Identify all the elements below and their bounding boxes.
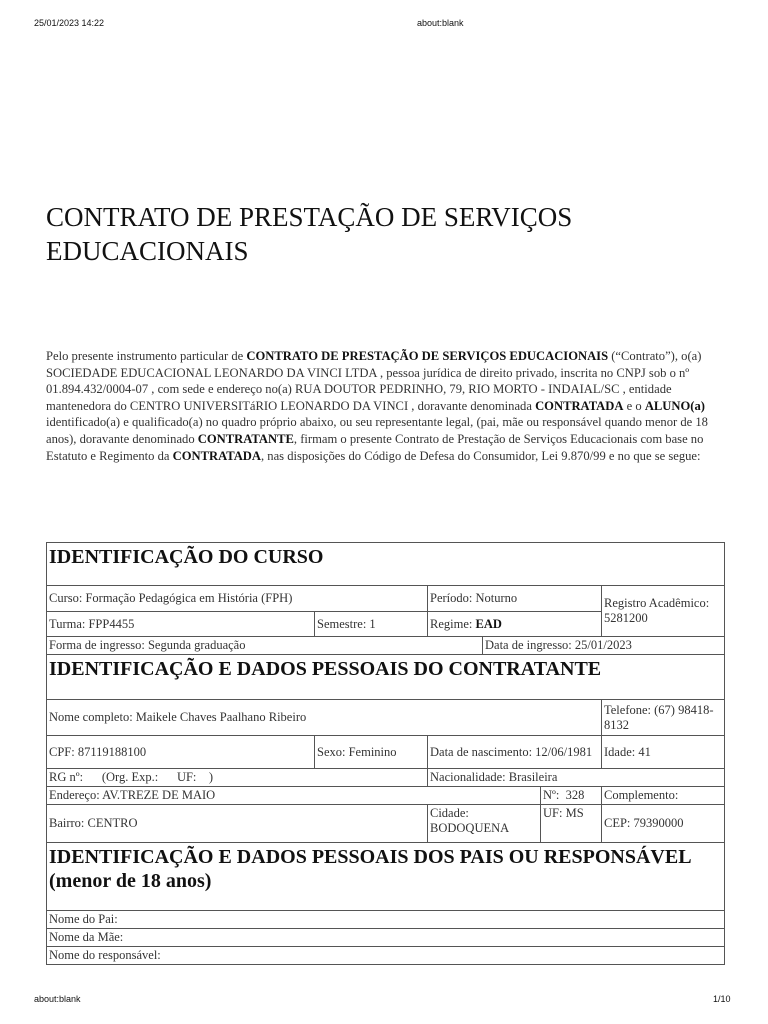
- full-name: Nome completo: Maikele Chaves Paalhano Ribeiro: [47, 700, 602, 736]
- address-number: Nº: 328: [541, 787, 602, 805]
- state: UF: MS: [541, 805, 602, 843]
- nationality: Nacionalidade: Brasileira: [428, 769, 725, 787]
- city: Cidade: BODOQUENA: [428, 805, 541, 843]
- cpf: CPF: 87119188100: [47, 736, 315, 769]
- section-course-heading: IDENTIFICAÇÃO DO CURSO: [47, 543, 725, 586]
- course-name: Curso: Formação Pedagógica em História (FPH): [47, 586, 428, 612]
- academic-registration: Registro Acadêmico: 5281200: [602, 586, 725, 637]
- print-datetime: 25/01/2023 14:22: [34, 18, 105, 28]
- sex: Sexo: Feminino: [315, 736, 428, 769]
- rg: RG nº: (Org. Exp.: UF: ): [47, 769, 428, 787]
- course-regime: Regime: EAD: [428, 612, 602, 637]
- age: Idade: 41: [602, 736, 725, 769]
- print-url: about:blank: [417, 18, 464, 28]
- phone: Telefone: (67) 98418-8132: [602, 700, 725, 736]
- birth-date: Data de nascimento: 12/06/1981: [428, 736, 602, 769]
- intro-paragraph: Pelo presente instrumento particular de CONTRATO DE PRESTAÇÃO DE SERVIÇOS EDUCACIONAIS (“Contrato”), o(a) SOCIEDADE EDUCACIONAL LEONARDO DA VINCI LTDA , pessoa jurídica de direito privado, inscrita no CNPJ sob o nº 01.894.432/0004-07 , com sede e endereço no(a) RUA DOUTOR PEDRINHO, 79, RIO MORTO - INDAIAL/SC , entidade mantenedora do CENTRO UNIVERSITáRIO LEONARDO DA VINCI , doravante denominada CONTRATADA e o ALUNO(a) identificado(a) e qualificado(a) no quadro próprio abaixo, ou seu representante legal, (pai, mãe ou responsável quando menor de 18 anos), doravante denominado CONTRATANTE, firmam o presente Contrato de Prestação de Serviços Educacionais com base no Estatuto e Regimento da CONTRATADA, nas disposições do Código de Defesa do Consumidor, Lei 9.870/99 e no que se segue:: [46, 349, 708, 463]
- address: Endereço: AV.TREZE DE MAIO: [47, 787, 541, 805]
- admission-date: Data de ingresso: 25/01/2023: [483, 637, 725, 655]
- footer-url: about:blank: [34, 994, 81, 1004]
- section-parents-heading: IDENTIFICAÇÃO E DADOS PESSOAIS DOS PAIS OU RESPONSÁVEL (menor de 18 anos): [47, 843, 725, 911]
- zip-code: CEP: 79390000: [602, 805, 725, 843]
- contract-form-table: [46, 542, 725, 965]
- father-name: Nome do Pai:: [47, 911, 725, 929]
- course-class: Turma: FPP4455: [47, 612, 315, 637]
- address-complement: Complemento:: [602, 787, 725, 805]
- course-semester: Semestre: 1: [315, 612, 428, 637]
- course-period: Período: Noturno: [428, 586, 602, 612]
- page-title: CONTRATO DE PRESTAÇÃO DE SERVIÇOS EDUCACIONAIS: [46, 202, 573, 266]
- page-number: 1/10: [713, 994, 731, 1004]
- admission-type: Forma de ingresso: Segunda graduação: [47, 637, 483, 655]
- neighborhood: Bairro: CENTRO: [47, 805, 428, 843]
- section-contractor-heading: IDENTIFICAÇÃO E DADOS PESSOAIS DO CONTRATANTE: [47, 655, 725, 700]
- mother-name: Nome da Mãe:: [47, 929, 725, 947]
- guardian-name: Nome do responsável:: [47, 947, 725, 965]
